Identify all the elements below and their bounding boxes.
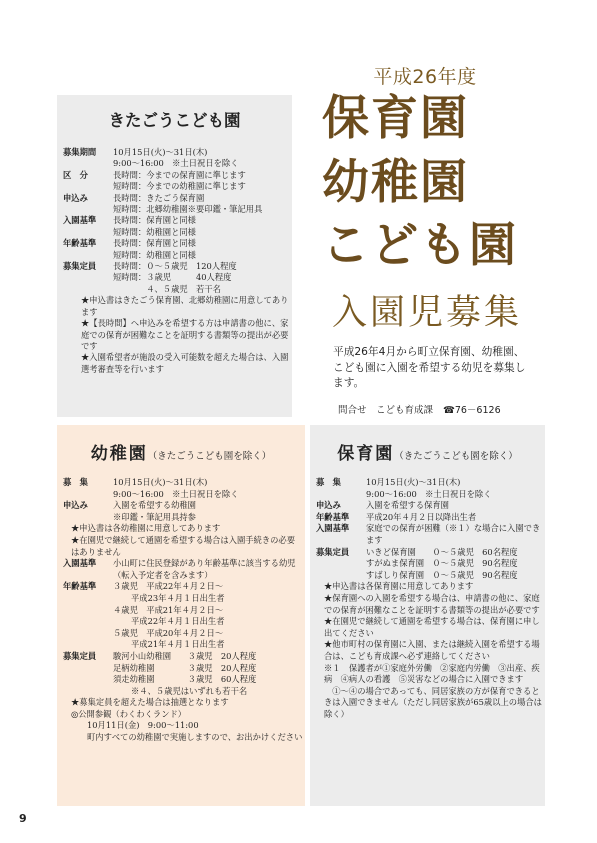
row-label: 年齢基準	[63, 238, 97, 249]
note-item	[63, 318, 289, 352]
detail-row	[63, 147, 289, 158]
detail-row	[63, 250, 289, 261]
row-label: 申込み	[63, 500, 88, 511]
row-label: 募 集	[63, 477, 88, 487]
note-item	[316, 639, 542, 662]
row-text: 短時間：３歳児 40人程度	[113, 272, 232, 283]
note-text: ★他市町村の保育園に入園、または継続入園を希望する場合は、こども育成課へ必ず連絡してください	[324, 639, 540, 661]
row-text: 入園を希望する保育園	[366, 500, 449, 511]
detail-row	[63, 170, 289, 181]
row-label	[63, 158, 113, 169]
note-text: ★申込書は各幼稚園に用意してあります	[71, 523, 221, 534]
note-item	[316, 686, 542, 721]
row-text: 長時間：保育園と同様	[113, 238, 196, 249]
row-label	[63, 227, 113, 238]
row-text: 短時間：幼稚園と同様	[113, 226, 196, 237]
subtitle-recruitment: 入園児募集	[332, 293, 523, 333]
detail-row	[316, 547, 542, 559]
row-label	[63, 628, 113, 640]
row-label	[316, 489, 366, 501]
note-text: ①～④の場合であっても、同居家族の方が保育できるときは入園できません（ただし同居家族が65歳以上の場合は除く）	[324, 685, 542, 719]
detail-row	[63, 512, 303, 524]
contact-phone: ☎76－6126	[443, 405, 501, 416]
detail-row	[63, 204, 289, 215]
row-text: 家庭での保育が困難（※１）な場合に入園できます	[366, 523, 541, 545]
contact-label: 問合せ こども育成課	[338, 405, 434, 416]
row-text: 須走幼稚園 ３歳児 60人程度	[113, 674, 257, 685]
note-text: ★保育園への入園を希望する場合は、申請書の他に、家庭での保育が困難なことを証明する書類等の提出が必要です	[324, 592, 540, 615]
note-text: ★【長時間】へ申込みを希望する方は申請書の他に、家庭での保育が困難なことを証明する書類等の提出が必要です	[81, 318, 289, 351]
row-label: 年齢基準	[63, 581, 97, 592]
yochien-details	[63, 477, 303, 744]
row-text: 小山町に住民登録があり年齢基準に該当する幼児（転入予定者を含みます）	[113, 558, 296, 580]
note-item	[316, 593, 542, 616]
note-text: ★入園希望者が施設の受入可能数を超えた場合は、入園選考審査等を行います	[81, 352, 289, 374]
row-label: 募集期間	[63, 147, 97, 157]
detail-row	[63, 477, 303, 489]
row-label: 区 分	[63, 169, 88, 180]
detail-row	[316, 500, 542, 512]
row-label	[63, 489, 113, 501]
note-text: ◎公開参観（わくわくランド）	[71, 708, 187, 719]
yochien-box	[57, 425, 305, 806]
row-text: 短時間：幼稚園と同様	[113, 249, 196, 260]
row-text: 短時間：北郷幼稚園※要印鑑・筆記用具	[113, 204, 263, 215]
row-label: 募集定員	[63, 650, 97, 661]
detail-row	[316, 523, 542, 546]
kitagou-title: きたごうこども園	[108, 111, 241, 130]
contact-line	[338, 402, 501, 416]
row-label	[63, 663, 113, 675]
row-text: 10月15日(火)～31日(木)	[366, 477, 461, 487]
detail-row	[63, 489, 303, 501]
detail-row	[63, 651, 303, 663]
row-label	[63, 204, 113, 215]
row-label: 入園基準	[316, 523, 350, 534]
row-text: ４、５歳児 若干名	[113, 283, 221, 294]
detail-row	[316, 570, 542, 582]
intro-text: 平成26年4月から町立保育園、幼稚園、こども園に入園を希望する幼児を募集します。	[333, 345, 526, 389]
note-item	[63, 352, 289, 375]
detail-row	[316, 512, 542, 524]
row-text: 9:00～16:00 ※土日祝日を除く	[113, 158, 239, 169]
row-label	[63, 512, 113, 524]
detail-row	[63, 181, 289, 192]
detail-row	[63, 158, 289, 169]
detail-row	[316, 558, 542, 570]
row-label: 入園基準	[63, 558, 97, 569]
title-kodomoen: こども園	[322, 218, 518, 273]
row-text: 長時間：保育園と同様	[113, 215, 196, 226]
note-item	[316, 663, 542, 686]
indented-line: 平成23年４月１日出生者	[131, 592, 225, 603]
row-label: 年齢基準	[316, 511, 350, 522]
note-text: ★在園児で継続して通園を希望する場合は入園手続きの必要はありません	[71, 534, 296, 557]
note-item	[63, 709, 303, 721]
row-label	[316, 570, 366, 582]
detail-row	[63, 272, 289, 283]
yochien-title-sub: （きたごうこども園を除く）	[147, 451, 272, 462]
note-text: ※１ 保護者が①家庭外労働 ②家庭内労働 ③出産、疾病 ④病人の看護 ⑤災害などの場合に入園できます	[324, 662, 540, 685]
detail-row	[63, 500, 303, 512]
note-item	[63, 523, 303, 535]
indented-line: 平成21年４月１日出生者	[131, 639, 225, 650]
yochien-heading	[57, 439, 305, 464]
detail-row	[63, 581, 303, 593]
row-text: 足柄幼稚園 ３歳児 20人程度	[113, 662, 257, 673]
hoikuen-heading	[310, 439, 545, 464]
note-text: ★申込書は各保育園に用意してあります	[324, 581, 474, 592]
row-text: 長時間：きたごう保育園	[113, 192, 205, 203]
row-label	[63, 250, 113, 261]
detail-row	[63, 261, 289, 272]
note-text: ★募集定員を超えた場合は抽選となります	[71, 697, 229, 708]
detail-row	[63, 663, 303, 675]
hoikuen-title: 保育園	[337, 444, 395, 464]
row-text: 長時間：今までの保育園に準じます	[113, 169, 246, 180]
detail-row	[316, 489, 542, 501]
row-text: 入園を希望する幼稚園	[113, 500, 196, 511]
page-number: 9	[19, 812, 27, 825]
row-text: 10月15日(火)～31日(木)	[113, 477, 208, 487]
note-text: ★申込書はきたごう保育園、北郷幼稚園に用意してあります	[81, 295, 289, 317]
detail-row	[63, 227, 289, 238]
row-label: 募 集	[316, 477, 341, 487]
title-hoikuen: 保育園	[322, 91, 469, 146]
row-text: すがぬま保育園 ０～５歳児 90名程度	[366, 558, 518, 569]
yochien-title: 幼稚園	[90, 444, 148, 464]
row-text: ※印鑑・筆記用具持参	[113, 511, 196, 522]
note-item	[316, 581, 542, 593]
note-item	[63, 697, 303, 709]
indented-line: 10月11日(金) 9:00～11:00	[87, 720, 199, 731]
detail-row	[63, 215, 289, 226]
row-text: ５歳児 平成20年４月２日～	[113, 627, 224, 638]
note-text: ★在園児で継続して通園を希望する場合は、保育園に申し出てください	[324, 616, 540, 638]
detail-row	[63, 674, 303, 686]
detail-row	[63, 558, 303, 581]
row-text: ３歳児 平成22年４月２日～	[113, 581, 224, 592]
row-label: 募集定員	[63, 261, 97, 272]
row-text: 10月15日(火)～31日(木)	[113, 147, 208, 157]
detail-row	[63, 605, 303, 617]
row-label: 入園基準	[63, 215, 97, 226]
row-label	[63, 272, 113, 283]
kitagou-details	[63, 147, 289, 375]
row-text: すばしり保育園 ０～５歳児 90名程度	[366, 569, 518, 580]
row-text: ４歳児 平成21年４月２日～	[113, 604, 224, 615]
row-label	[63, 181, 113, 192]
year-heading: 平成26年度	[373, 66, 477, 88]
note-item	[63, 535, 303, 558]
row-text: 平成20年４月２日以降出生者	[366, 511, 477, 522]
row-text: いきど保育園 ０～５歳児 60名程度	[366, 546, 518, 557]
row-label	[316, 558, 366, 570]
row-label	[63, 605, 113, 617]
row-text: 短時間：今までの幼稚園に準じます	[113, 181, 246, 192]
row-text: 駿河小山幼稚園 ３歳児 20人程度	[113, 650, 257, 661]
detail-row	[63, 193, 289, 204]
indented-line: 平成22年４月１日出生者	[131, 616, 225, 627]
title-yochien: 幼稚園	[322, 155, 469, 210]
note-item	[316, 616, 542, 639]
note-item	[63, 295, 289, 318]
detail-row	[63, 628, 303, 640]
hoikuen-title-sub: （きたごうこども園を除く）	[394, 451, 518, 462]
kitagou-kodomoen-box	[57, 95, 292, 417]
indented-line: ※４、５歳児はいずれも若干名	[131, 685, 248, 696]
row-text: 長時間：０～５歳児 120人程度	[113, 261, 237, 272]
detail-row	[63, 238, 289, 249]
hoikuen-details	[316, 477, 542, 720]
detail-row	[316, 477, 542, 489]
detail-row	[63, 284, 289, 295]
row-label	[63, 284, 113, 295]
indented-line: 町内すべての幼稚園で実施しますので、お出かけください	[87, 732, 303, 743]
row-text: 9:00～16:00 ※土日祝日を除く	[113, 488, 239, 499]
row-label: 申込み	[316, 500, 341, 511]
row-label: 申込み	[63, 192, 88, 203]
row-label: 募集定員	[316, 546, 350, 557]
row-text: 9:00～16:00 ※土日祝日を除く	[366, 488, 492, 499]
row-label	[63, 674, 113, 686]
hoikuen-box	[310, 425, 545, 806]
